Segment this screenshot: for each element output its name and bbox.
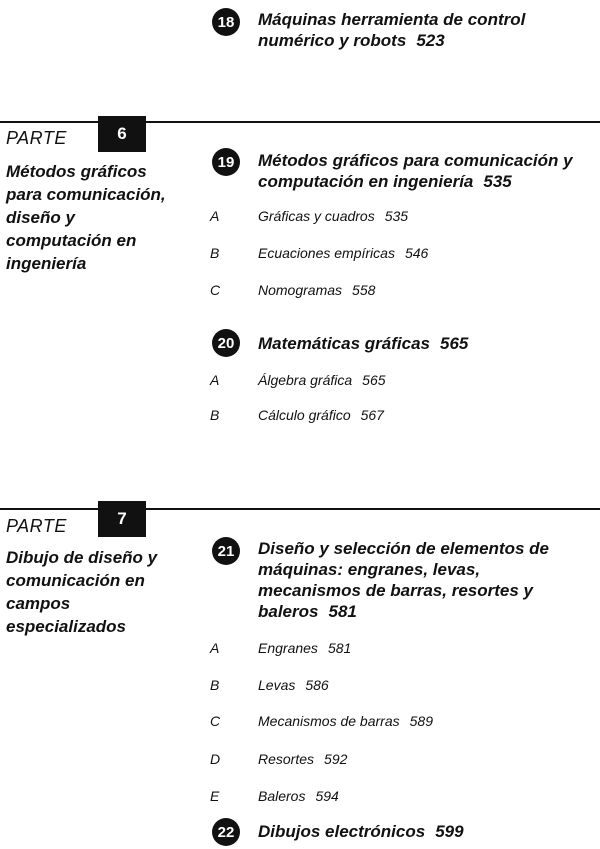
section-title: Álgebra gráfica <box>258 372 353 388</box>
chapter-19-number-badge: 19 <box>212 148 240 176</box>
part-6-title-line: para comunicación, <box>6 185 166 204</box>
section-entry[interactable] <box>258 208 408 224</box>
chapter-21-title-line: mecanismos de barras, resortes y <box>258 581 533 600</box>
section-page: 594 <box>315 788 339 804</box>
chapter-19-page: 535 <box>483 172 512 191</box>
part-7-title-line: comunicación en <box>6 571 145 590</box>
chapter-20-entry[interactable] <box>258 333 598 354</box>
section-letter: B <box>210 245 220 261</box>
section-entry[interactable] <box>258 788 339 804</box>
part-7-label: PARTE <box>6 516 67 536</box>
part-7-title-line: campos <box>6 594 71 613</box>
chapter-19-title-line1: Métodos gráficos para comunicación y <box>258 151 573 170</box>
chapter-22-number-badge: 22 <box>212 818 240 846</box>
chapter-20-title: Matemáticas gráficas <box>258 334 430 353</box>
part-6-title-line: ingeniería <box>6 254 87 273</box>
section-letter: A <box>210 208 220 224</box>
chapter-21-page: 581 <box>328 602 357 621</box>
section-letter: A <box>210 372 220 388</box>
section-letter: A <box>210 640 220 656</box>
chapter-22-page: 599 <box>435 822 464 841</box>
section-page: 586 <box>305 677 329 693</box>
section-title: Gráficas y cuadros <box>258 208 375 224</box>
section-entry[interactable] <box>258 372 386 388</box>
section-title: Engranes <box>258 640 318 656</box>
chapter-19-entry[interactable] <box>258 150 598 192</box>
chapter-18-title-line1: Máquinas herramienta de control <box>258 10 526 29</box>
chapter-18-number-badge: 18 <box>212 8 240 36</box>
chapter-21-entry[interactable] <box>258 538 598 622</box>
part-6-title <box>6 160 176 275</box>
chapter-19-title-line2: computación en ingeniería <box>258 172 474 191</box>
section-title: Baleros <box>258 788 306 804</box>
section-page: 546 <box>404 245 429 261</box>
section-page: 567 <box>360 407 384 423</box>
chapter-21-title-line: Diseño y selección de elementos de <box>258 539 550 558</box>
section-page: 535 <box>384 208 409 224</box>
section-letter: D <box>210 751 221 767</box>
part-7-number-box: 7 <box>98 501 146 537</box>
chapter-22-title: Dibujos electrónicos <box>258 822 426 841</box>
part-7-title <box>6 546 176 638</box>
chapter-20-number-badge: 20 <box>212 329 240 357</box>
section-page: 592 <box>324 751 348 767</box>
section-letter: B <box>210 677 220 693</box>
part-6-title-line: diseño y <box>6 208 75 227</box>
part-6-number-box: 6 <box>98 116 146 152</box>
part-6-title-line: Métodos gráficos <box>6 162 147 181</box>
chapter-18-entry[interactable] <box>258 9 598 51</box>
chapter-21-number-badge: 21 <box>212 537 240 565</box>
section-entry[interactable] <box>258 751 347 767</box>
part-6-divider <box>0 121 600 123</box>
chapter-21-title-line: baleros <box>258 602 319 621</box>
section-page: 581 <box>327 640 352 656</box>
section-title: Nomogramas <box>258 282 343 298</box>
part-7-title-line: Dibujo de diseño y <box>6 548 158 567</box>
section-entry[interactable] <box>258 713 433 729</box>
section-page: 565 <box>362 372 386 388</box>
chapter-18-title-line2: numérico y robots <box>258 31 407 50</box>
chapter-20-page: 565 <box>439 334 469 353</box>
section-page: 558 <box>352 282 376 298</box>
section-entry[interactable] <box>258 677 329 693</box>
part-6-label: PARTE <box>6 128 67 148</box>
chapter-21-title-line: máquinas: engranes, levas, <box>258 560 481 579</box>
part-7-divider <box>0 508 600 510</box>
section-title: Resortes <box>258 751 315 767</box>
section-letter: C <box>210 713 221 729</box>
section-entry[interactable] <box>258 245 428 261</box>
section-title: Mecanismos de barras <box>258 713 400 729</box>
section-title: Cálculo gráfico <box>258 407 351 423</box>
section-entry[interactable] <box>258 407 384 423</box>
section-page: 589 <box>409 713 433 729</box>
section-entry[interactable] <box>258 640 351 656</box>
section-title: Levas <box>258 677 296 693</box>
part-6-title-line: computación en <box>6 231 137 250</box>
chapter-22-entry[interactable] <box>258 821 598 842</box>
section-title: Ecuaciones empíricas <box>258 245 395 261</box>
section-letter: B <box>210 407 220 423</box>
part-7-title-line: especializados <box>6 617 127 636</box>
section-letter: E <box>210 788 220 804</box>
section-letter: C <box>210 282 221 298</box>
section-entry[interactable] <box>258 282 375 298</box>
chapter-18-page: 523 <box>416 31 445 50</box>
